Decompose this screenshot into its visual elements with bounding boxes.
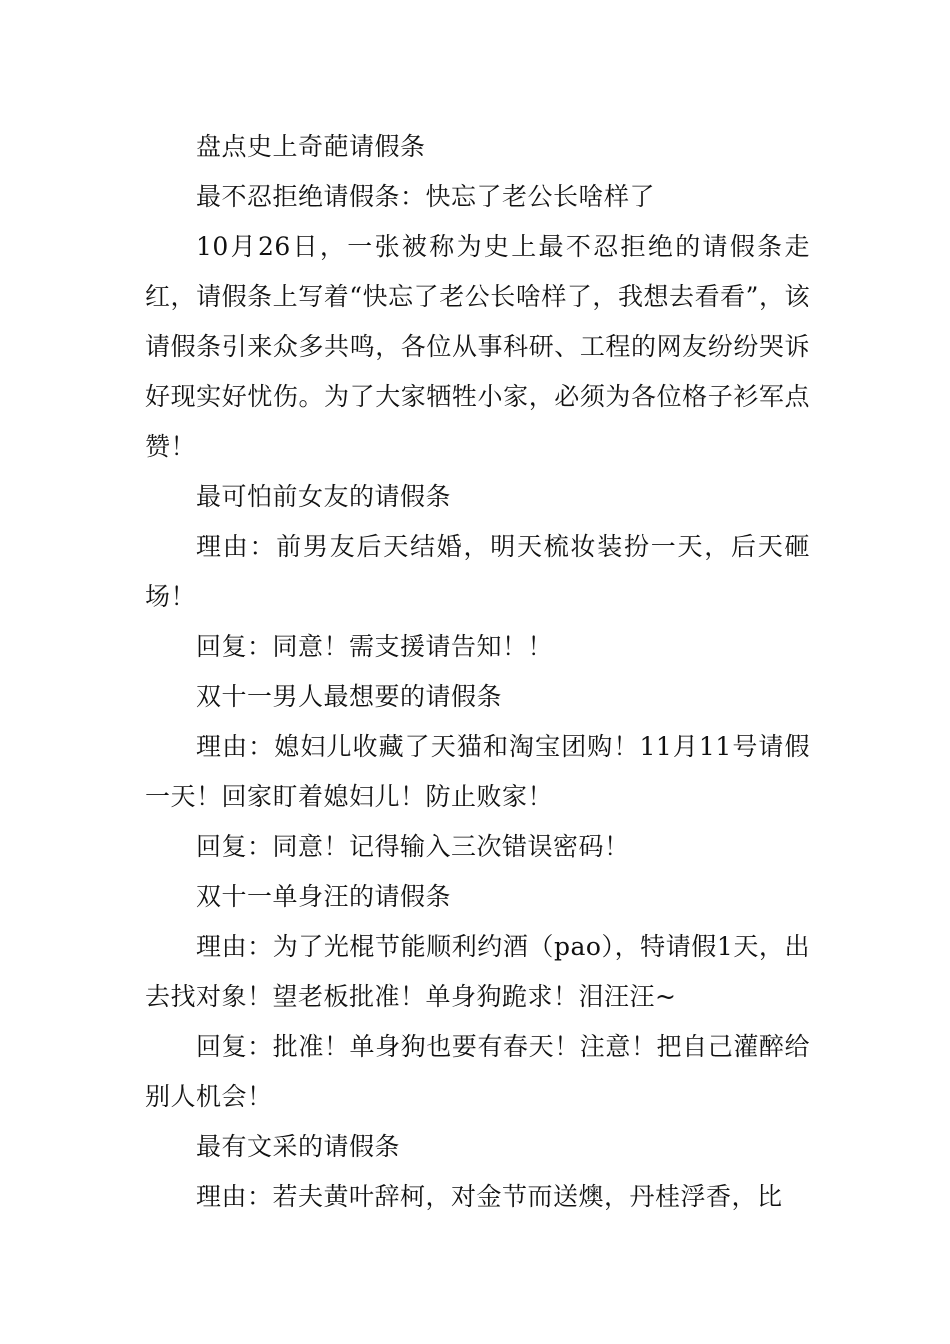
reason-paragraph: 理由：前男友后天结婚，明天梳妆装扮一天，后天砸场！ bbox=[145, 532, 810, 611]
reply-paragraph: 回复：批准！单身狗也要有春天！注意！把自己灌醉给别人机会！ bbox=[145, 1032, 810, 1111]
section-heading: 最可怕前女友的请假条 bbox=[196, 482, 452, 511]
section-heading: 最不忍拒绝请假条：快忘了老公长啥样了 bbox=[196, 182, 656, 211]
document-title: 盘点史上奇葩请假条 bbox=[196, 132, 426, 161]
section-heading: 双十一单身汪的请假条 bbox=[196, 882, 452, 911]
reply-paragraph: 回复：同意！记得输入三次错误密码！ bbox=[196, 832, 630, 861]
reply-paragraph: 回复：同意！需支援请告知！！ bbox=[196, 632, 554, 661]
section-heading: 双十一男人最想要的请假条 bbox=[196, 682, 503, 711]
reason-paragraph: 理由：媳妇儿收藏了天猫和淘宝团购！11月11号请假一天！回家盯着媳妇儿！防止败家！ bbox=[145, 732, 810, 811]
document-body bbox=[145, 122, 810, 1222]
reason-paragraph: 理由：为了光棍节能顺利约酒（pao），特请假1天，出去找对象！望老板批准！单身狗跪求！泪汪汪~ bbox=[145, 932, 810, 1011]
section-heading: 最有文采的请假条 bbox=[196, 1132, 401, 1161]
body-paragraph: 10月26日，一张被称为史上最不忍拒绝的请假条走红，请假条上写着“快忘了老公长啥样了，我想去看看”，该请假条引来众多共鸣，各位从事科研、工程的网友纷纷哭诉好现实好忧伤。为了大家牺牲小家，必须为各位格子衫军点赞！ bbox=[145, 232, 810, 461]
reason-paragraph: 理由：若夫黄叶辞柯，对金节而送燠，丹桂浮香，比 bbox=[196, 1182, 783, 1211]
